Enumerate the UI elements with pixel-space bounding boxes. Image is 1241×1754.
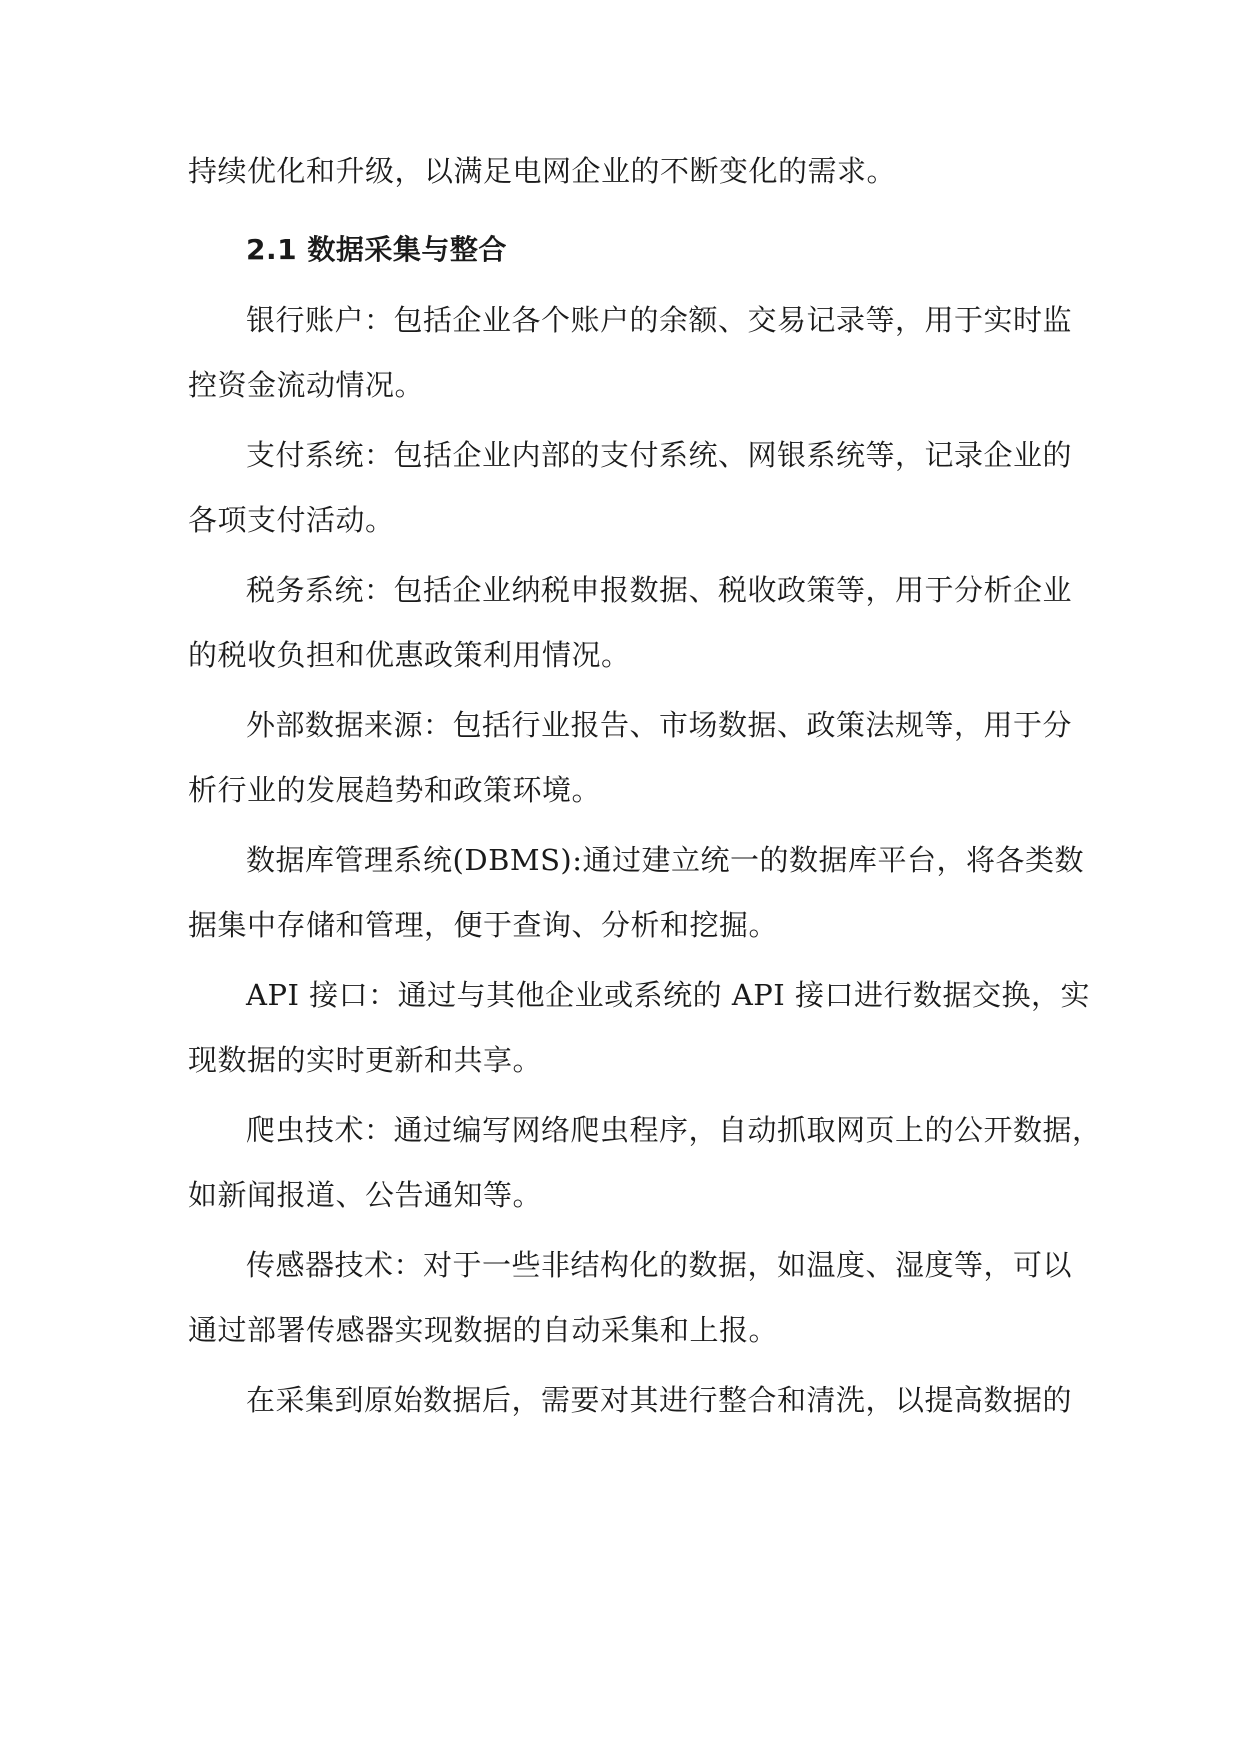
paragraph-line: 爬虫技术：通过编写网络爬虫程序，自动抓取网页上的公开数据，	[246, 1113, 1102, 1147]
paragraph-line: 如新闻报道、公告通知等。	[188, 1178, 543, 1212]
paragraph-line: 持续优化和升级，以满足电网企业的不断变化的需求。	[188, 154, 897, 188]
section-heading: 2.1 数据采集与整合	[246, 233, 507, 266]
paragraph-line: API 接口：通过与其他企业或系统的 API 接口进行数据交换，实	[246, 978, 1090, 1012]
paragraph-line: 析行业的发展趋势和政策环境。	[188, 773, 602, 807]
paragraph-line: 支付系统：包括企业内部的支付系统、网银系统等，记录企业的	[246, 438, 1073, 472]
paragraph-line: 通过部署传感器实现数据的自动采集和上报。	[188, 1313, 779, 1347]
paragraph-line: 传感器技术：对于一些非结构化的数据，如温度、湿度等，可以	[246, 1248, 1073, 1282]
paragraph-line: 在采集到原始数据后，需要对其进行整合和清洗，以提高数据的	[246, 1383, 1073, 1417]
paragraph-line: 税务系统：包括企业纳税申报数据、税收政策等，用于分析企业	[246, 573, 1073, 607]
paragraph-line: 银行账户：包括企业各个账户的余额、交易记录等，用于实时监	[246, 303, 1073, 337]
paragraph-line: 现数据的实时更新和共享。	[188, 1043, 543, 1077]
paragraph-line: 各项支付活动。	[188, 503, 395, 537]
paragraph-line: 控资金流动情况。	[188, 368, 425, 402]
paragraph-line: 数据库管理系统(DBMS):通过建立统一的数据库平台，将各类数	[246, 843, 1085, 877]
paragraph-line: 外部数据来源：包括行业报告、市场数据、政策法规等，用于分	[246, 708, 1073, 742]
paragraph-line: 的税收负担和优惠政策利用情况。	[188, 638, 631, 672]
paragraph-line: 据集中存储和管理，便于查询、分析和挖掘。	[188, 908, 779, 942]
